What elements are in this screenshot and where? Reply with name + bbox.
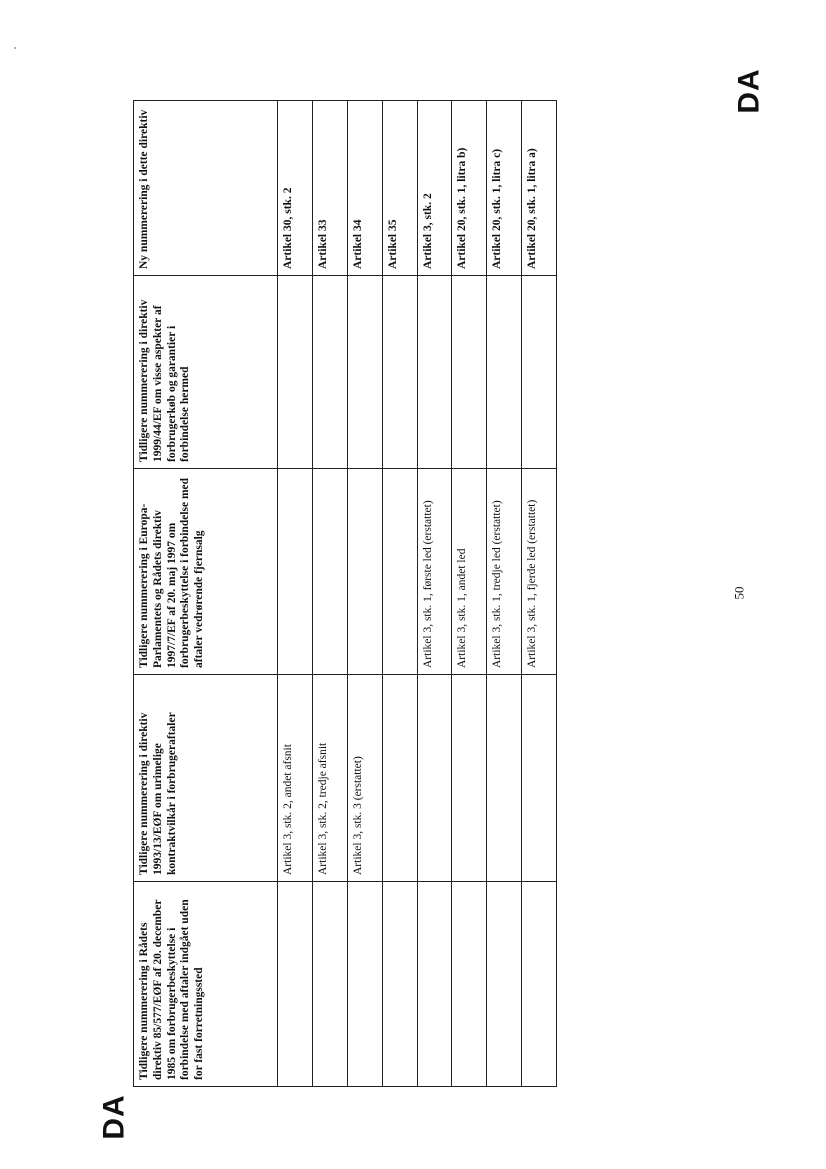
table-row: [417, 101, 452, 1087]
table-cell: Artikel 3, stk. 1, fjerde led (erstattet): [522, 469, 557, 675]
table-row: [347, 101, 382, 1087]
table-cell: [312, 882, 347, 1087]
table-cell: Artikel 3, stk. 1, første led (erstattet): [417, 469, 452, 675]
scan-speck: [14, 47, 16, 49]
table-cell: [522, 675, 557, 882]
table-cell: [278, 469, 313, 675]
header-directive-1999-44: Tidligere nummerering i direktiv 1999/44/EF om visse aspekter af forbrugerkøb og garantier i forbindelse hermed: [134, 276, 278, 469]
table-cell: Artikel 3, stk. 1, andet led: [452, 469, 487, 675]
table-row: [312, 101, 347, 1087]
table-cell: [487, 675, 522, 882]
table-cell: [278, 882, 313, 1087]
table-cell-new: Artikel 35: [382, 101, 417, 276]
table-row: [278, 101, 313, 1087]
table-cell-new: Artikel 3, stk. 2: [417, 101, 452, 276]
table-row: [522, 101, 557, 1087]
table-cell-new: Artikel 20, stk. 1, litra b): [452, 101, 487, 276]
table-cell: [382, 276, 417, 469]
table-cell: [522, 276, 557, 469]
header-directive-85-577: Tidligere nummerering i Rådets direktiv 85/577/EØF af 20. december 1985 om forbrugerbeskyttelse i forbindelse med aftaler indgået uden for fast forretningssted: [134, 882, 278, 1087]
table-cell: [278, 276, 313, 469]
table-cell: [417, 882, 452, 1087]
table-cell: [487, 882, 522, 1087]
table-cell: [347, 882, 382, 1087]
table-cell: Artikel 3, stk. 1, tredje led (erstattet): [487, 469, 522, 675]
language-code-bottom: DA: [97, 1094, 131, 1140]
table-cell: [347, 469, 382, 675]
table-header-row: [134, 101, 278, 1087]
table-cell: [417, 276, 452, 469]
correlation-table: [133, 100, 557, 1087]
table-cell: [417, 675, 452, 882]
header-directive-1993-13: Tidligere nummerering i direktiv 1993/13/EØF om urimelige kontraktvilkår i forbrugeraftaler: [134, 675, 278, 882]
table-cell: Artikel 3, stk. 2, andet afsnit: [278, 675, 313, 882]
table-row: [487, 101, 522, 1087]
header-new-numbering: Ny nummerering i dette direktiv: [134, 101, 278, 276]
table-cell: [312, 469, 347, 675]
correlation-table-wrapper: [133, 101, 557, 1087]
table-cell-new: Artikel 20, stk. 1, litra a): [522, 101, 557, 276]
table-cell: [382, 882, 417, 1087]
table-cell: Artikel 3, stk. 2, tredje afsnit: [312, 675, 347, 882]
page-number: 50: [731, 586, 747, 600]
table-cell: [312, 276, 347, 469]
table-cell: [452, 276, 487, 469]
table-cell-new: Artikel 33: [312, 101, 347, 276]
table-row: [382, 101, 417, 1087]
table-cell: [382, 469, 417, 675]
table-cell-new: Artikel 30, stk. 2: [278, 101, 313, 276]
table-cell-new: Artikel 20, stk. 1, litra c): [487, 101, 522, 276]
table-cell: [522, 882, 557, 1087]
table-cell: [452, 882, 487, 1087]
table-cell: Artikel 3, stk. 3 (erstattet): [347, 675, 382, 882]
header-directive-1997-7: Tidligere nummerering i Europa-Parlamentets og Rådets direktiv 1997/7/EF af 20. maj 1997 om forbrugerbeskyttelse i forbindelse med aftaler vedrørende fjernsalg: [134, 469, 278, 675]
table-row: [452, 101, 487, 1087]
table-cell: [347, 276, 382, 469]
language-code-top: DA: [732, 68, 766, 114]
table-cell: [452, 675, 487, 882]
table-cell-new: Artikel 34: [347, 101, 382, 276]
table-cell: [487, 276, 522, 469]
table-cell: [382, 675, 417, 882]
